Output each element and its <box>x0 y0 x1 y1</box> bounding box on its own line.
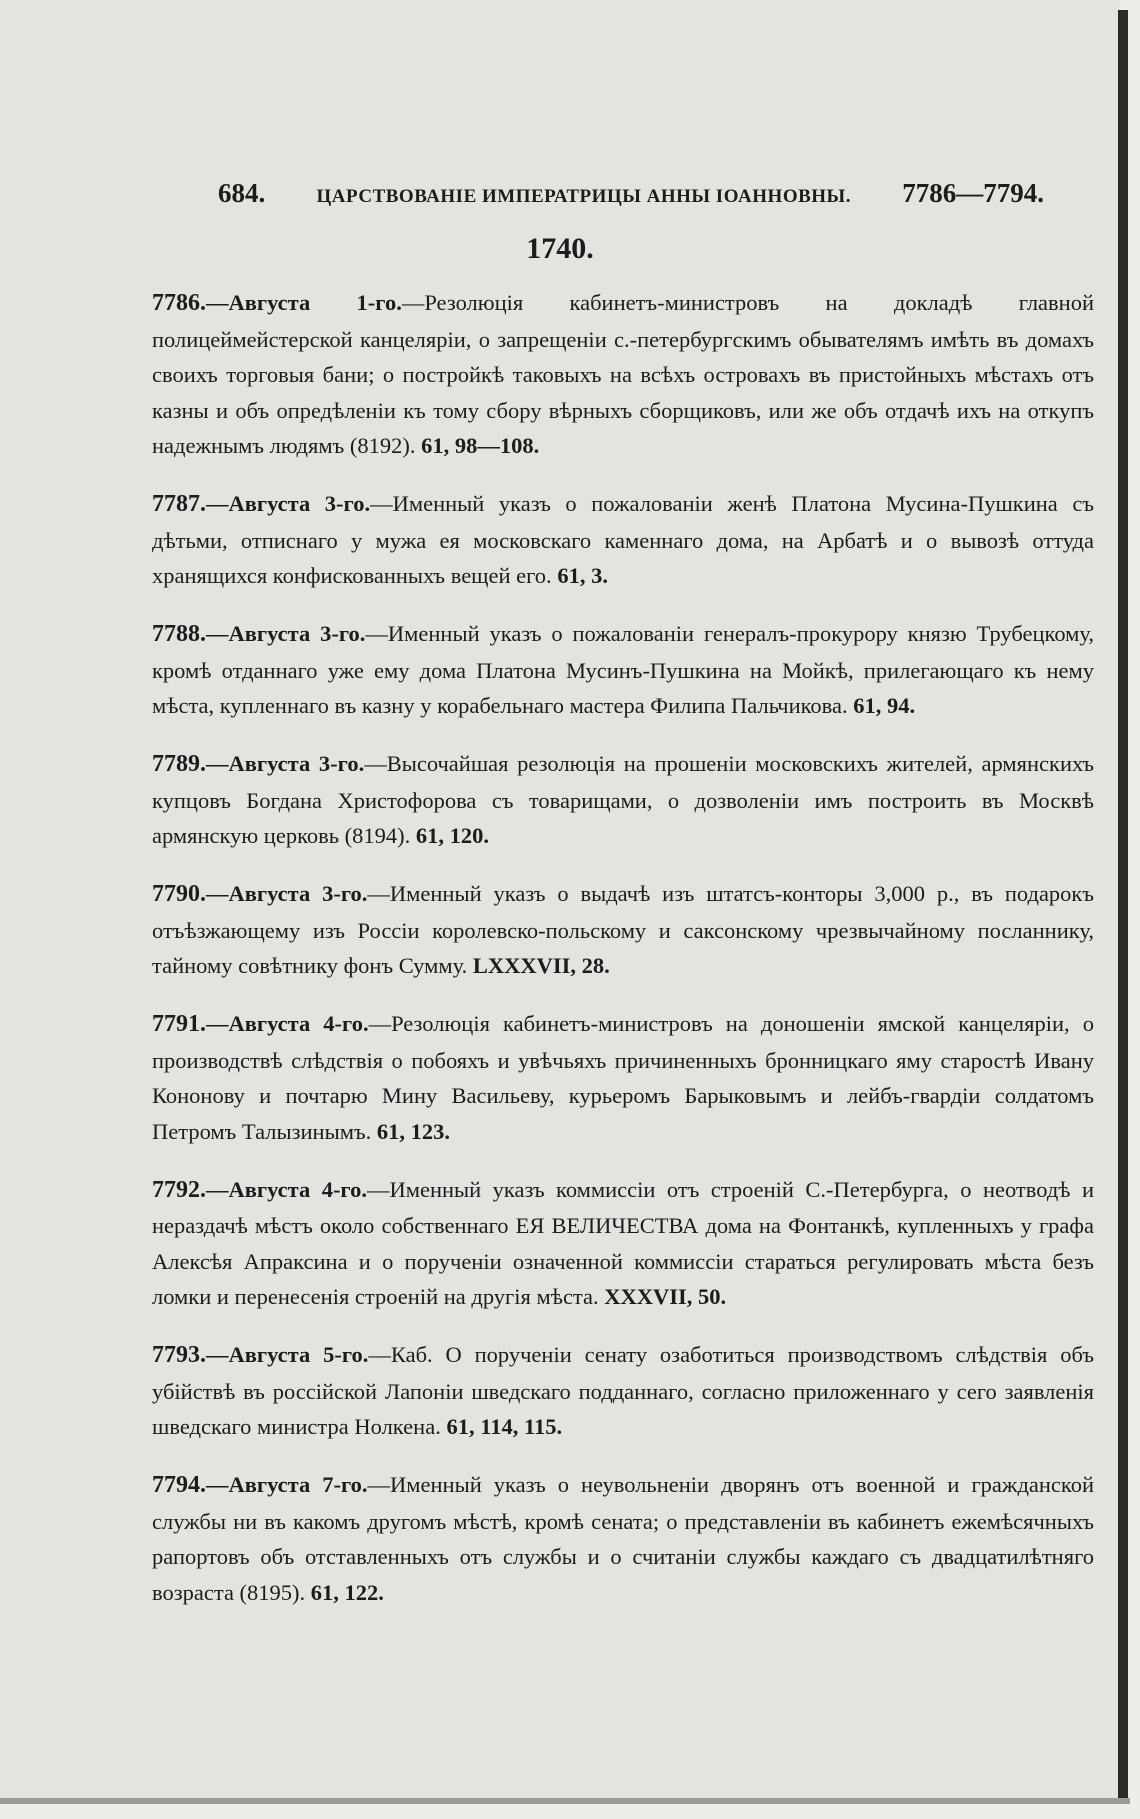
page-number: 684. <box>218 178 266 208</box>
year-heading: 1740. <box>526 232 594 265</box>
entry-number: 7786. <box>152 290 206 316</box>
entry-date: —Августа 5-го. <box>206 1342 369 1367</box>
entry-text: —Именный указъ о неувольненіи дворянъ отъ военной и гражданской службы ни въ какомъ другомъ мѣстѣ, кромѣ сената; о представленіи въ кабинетъ ежемѣсячныхъ рапортовъ объ отставленныхъ отъ службы и о считаніи службы каждаго съ двадцатилѣтняго возраста (8195). <box>152 1472 1094 1605</box>
entry-text: —Каб. О порученіи сенату озаботиться производствомъ слѣдствія объ убійствѣ въ россійской Лапоніи шведскаго подданнаго, согласно приложеннаго у сего заявленія шведскаго министра Нолкена. <box>152 1342 1095 1439</box>
entry-number: 7790. <box>152 881 206 907</box>
entry-text: —Резолюція кабинетъ-министровъ на доношеніи ямской канцеляріи, о производствѣ слѣдствія о побояхъ и увѣчьяхъ причиненныхъ бронницкаго яму старостѣ Ивану Кононову и почтарю Мину Васильеву, курьеромъ Барыковымъ и лейбъ-гвардіи солдатомъ Петромъ Талызинымъ. <box>152 1011 1094 1144</box>
entry <box>152 486 1094 594</box>
entry-text: —Именный указъ о выдачѣ изъ штатсъ-конторы 3,000 р., въ подарокъ отъѣзжающему изъ Россіи королевско-польскому и саксонскому чрезвычайному посланнику, тайному совѣтнику фонъ Сумму. <box>152 881 1094 978</box>
entry-reference: 61, 114, 115. <box>446 1414 563 1439</box>
entry-text: —Именный указъ коммиссіи отъ строеній С.-Петербурга, о неотводѣ и нераздачѣ мѣстъ около собственнаго ЕЯ ВЕЛИЧЕСТВА дома на Фонтанкѣ, купленныхъ у графа Алексѣя Апраксина и о порученіи означенной коммиссіи стараться регулировать мѣста безъ ломки и перенесенія строеній на другія мѣста. <box>152 1176 1094 1309</box>
entry-number: 7788. <box>152 621 206 647</box>
entry <box>152 1467 1094 1610</box>
entry-date: —Августа 7-го. <box>206 1472 368 1497</box>
entry-reference: XXXVII, 50. <box>604 1284 727 1309</box>
entries-list <box>152 285 1094 1632</box>
entry-range: 7786—7794. <box>902 178 1044 208</box>
entry-reference: 61, 98—108. <box>421 433 540 458</box>
entry-text: —Высочайшая резолюція на прошеніи московскихъ жителей, армянскихъ купцовъ Богдана Христофорова съ товарищами, о дозволеніи имъ построить въ Москвѣ армянскую церковь (8194). <box>152 751 1095 848</box>
entry-date: —Августа 1-го. <box>206 290 402 315</box>
entry <box>152 1006 1094 1149</box>
running-header <box>218 178 1044 209</box>
entry-number: 7789. <box>152 751 206 777</box>
entry-reference: LXXXVII, 28. <box>472 953 610 978</box>
entry-reference: 61, 123. <box>376 1118 450 1144</box>
entry-number: 7792. <box>152 1176 206 1203</box>
entry-reference: 61, 120. <box>415 823 489 848</box>
entry <box>152 1172 1094 1315</box>
entry-reference: 61, 94. <box>853 693 916 718</box>
entry-number: 7787. <box>152 491 206 517</box>
entry <box>152 746 1094 854</box>
entry-date: —Августа 3-го. <box>206 621 366 646</box>
running-title: ЦАРСТВОВАНІЕ ИМПЕРАТРИЦЫ АННЫ ІОАННОВНЫ. <box>316 186 851 207</box>
entry-text: —Резолюція кабинетъ-министровъ на докладѣ главной полицеймейстерской канцеляріи, о запрещеніи с.-петербургскимъ обывателямъ имѣть въ домахъ своихъ торговыя бани; о постройкѣ таковыхъ на всѣхъ островахъ въ пристойныхъ мѣстахъ отъ казны и объ опредѣленіи къ тому сбору вѣрныхъ сборщиковъ, или же объ отдачѣ ихъ на откупъ надежнымъ людямъ (8192). <box>152 290 1094 458</box>
entry-date: —Августа 3-го. <box>206 751 365 776</box>
entry-text: —Именный указъ о пожалованіи генералъ-прокурору князю Трубецкому, кромѣ отданнаго уже ему дома Платона Мусинъ-Пушкина на Мойкѣ, прилегающаго къ нему мѣста, купленнаго въ казну у корабельнаго мастера Филипа Пальчикова. <box>152 621 1095 718</box>
entry-date: —Августа 3-го. <box>206 491 371 516</box>
entry-text: —Именный указъ о пожалованіи женѣ Платона Мусина-Пушкина съ дѣтьми, отписнаго у мужа ея московскаго каменнаго дома, на Арбатѣ и о вывозѣ оттуда хранящихся конфискованныхъ вещей его. <box>152 491 1094 588</box>
entry-reference: 61, 3. <box>557 563 608 588</box>
page-edge-shadow <box>1118 10 1128 1800</box>
entry-date: —Августа 3-го. <box>206 881 368 906</box>
entry-number: 7793. <box>152 1342 206 1368</box>
entry-date: —Августа 4-го. <box>206 1176 367 1202</box>
entry <box>152 285 1094 464</box>
entry-number: 7794. <box>152 1472 206 1498</box>
entry-reference: 61, 122. <box>310 1579 384 1605</box>
entry-number: 7791. <box>152 1011 206 1037</box>
page-bottom-edge <box>0 1798 1130 1804</box>
entry <box>152 616 1094 724</box>
entry-date: —Августа 4-го. <box>206 1011 369 1036</box>
entry <box>152 876 1094 984</box>
entry <box>152 1337 1094 1445</box>
